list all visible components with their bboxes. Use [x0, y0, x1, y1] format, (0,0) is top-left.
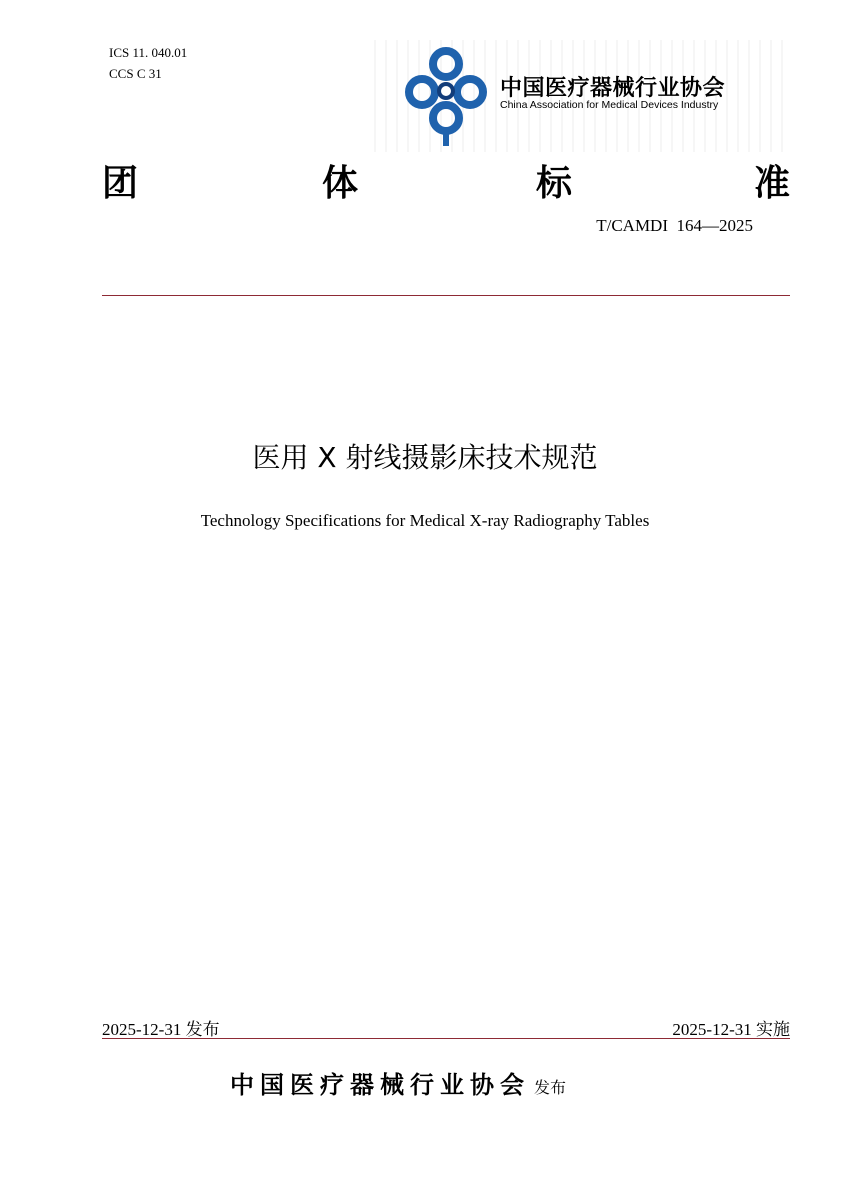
- standard-number: T/CAMDI 164—2025: [596, 216, 753, 235]
- association-name-en: China Association for Medical Devices Industry: [500, 99, 719, 111]
- ccs-code: CCS C 31: [109, 66, 162, 81]
- header-divider: [102, 295, 790, 296]
- document-title-cn: 医用 X 射线摄影床技术规范: [252, 441, 598, 474]
- standard-type-char: 体: [322, 163, 359, 204]
- classification-codes: [109, 42, 187, 84]
- standard-type-heading: [102, 155, 790, 205]
- publisher-action: 发布: [534, 1078, 567, 1097]
- ics-code: ICS 11. 040.01: [109, 45, 188, 60]
- publisher-name: 中国医疗器械行业协会: [230, 1071, 530, 1099]
- footer-divider: [102, 1038, 790, 1039]
- publisher-line: [230, 1065, 566, 1100]
- association-knot-logo-icon: [398, 42, 498, 148]
- standard-type-char: 准: [754, 163, 791, 204]
- standard-type-char: 标: [536, 163, 573, 204]
- standard-type-char: 团: [102, 163, 139, 204]
- implementation-date: 2025-12-31 实施: [672, 1020, 790, 1039]
- association-name-cn: 中国医疗器械行业协会: [500, 76, 726, 101]
- publish-date: 2025-12-31 发布: [102, 1020, 220, 1039]
- document-title-en: Technology Specifications for Medical X-ray Radiography Tables: [200, 511, 650, 530]
